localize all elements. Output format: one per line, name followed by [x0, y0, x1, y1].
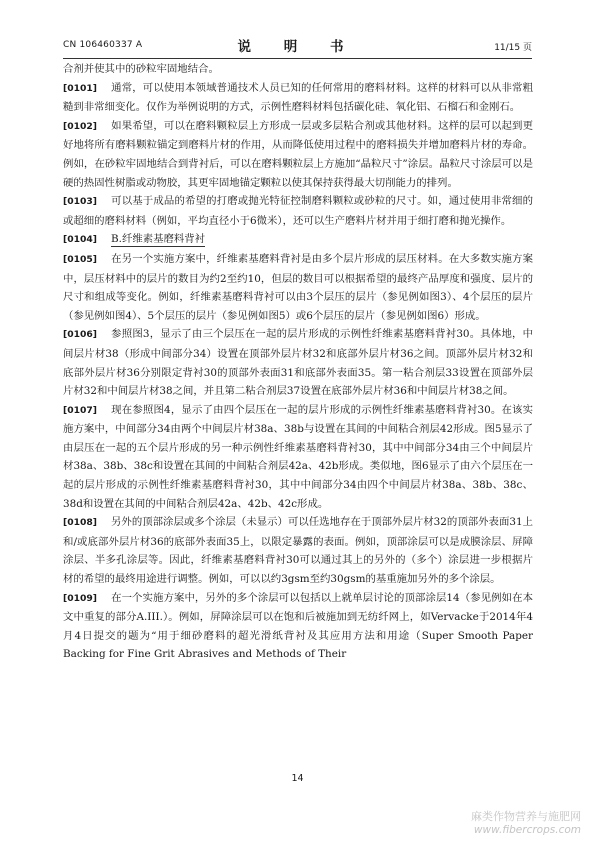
watermark-text: 麻类作物营养与施肥网 [471, 810, 581, 823]
paragraph-text: 现在参照图4，显示了由四个层压在一起的层片形成的示例性纤维素基磨料背衬30。在该实施方案中，中间部分34由两个中间层片材38a、38b与设置在其间的中间粘合剂层42形成。图5显示了由层压在一起的五个层片形成的另一种示例性纤维素基磨料背衬30，其中中间部分34由三个中间层片材38a、38b、38c和设置在其间的中间粘合剂层42a、42b形成。类似地，图6显示了由六个层压在一起的层片形成的示例性纤维素基磨料背衬30，其中中间部分34由四个中间层片材38a、38b、38c、38d和设置在其间的中间粘合剂层42a、42b、42c形成。 [63, 403, 533, 510]
paragraph [63, 589, 533, 664]
body-text [63, 60, 533, 664]
watermark-url: www.fibercrops.com [473, 824, 581, 836]
page-header [63, 34, 532, 56]
section-heading: B.纤维素基磨料背衬 [111, 233, 206, 246]
section-heading-paragraph [63, 230, 533, 250]
document-title: 说 明 书 [237, 39, 358, 55]
paragraph-text: 可以基于成品的希望的打磨或抛光特征控制磨料颗粒或砂粒的尺寸。如，通过使用非常细的或超细的磨料材料（例如，平均直径小于6微米），还可以生产磨料片材并用于细打磨和抛光操作。 [63, 195, 533, 227]
paragraph-text: 在另一个实施方案中，纤维素基磨料背衬是由多个层片形成的层压材料。在大多数实施方案中，层压材料中的层片的数目为约2至约10，但层的数目可以根据希望的最终产品厚度和强度、层片的尺寸和组成等变化。例如，纤维素基磨料背衬可以由3个层压的层片（参见例如图3）、4个层压的层片（参见例如图4）、5个层压的层片（参见例如图5）或6个层压的层片（参见例如图6）形成。 [63, 252, 533, 322]
paragraph-number: [0105] [63, 253, 97, 265]
paragraph [63, 325, 533, 400]
paragraph-number: [0101] [63, 82, 97, 94]
paragraph-number: [0107] [63, 404, 97, 416]
paragraph [63, 250, 533, 325]
paragraph-number: [0102] [63, 120, 97, 132]
paragraph-text: 合剂并使其中的砂粒牢固地结合。 [63, 63, 219, 75]
paragraph-number: [0103] [63, 196, 97, 208]
paragraph-text: 另外的顶部涂层或多个涂层（未显示）可以任选地存在于顶部外层片材32的顶部外表面31上和/或底部外层片材36的底部外表面35上，以限定暴露的表面。例如，顶部涂层可以是成膜涂层、屏障涂层、半多孔涂层等。因此，纤维素基磨料背衬30可以通过其上的另外的（多个）涂层进一步根据片材的希望的最终用途进行调整。例如，可以以约3gsm至约30gsm的基重施加另外的多个涂层。 [63, 516, 533, 586]
publication-number: CN 106460337 A [63, 40, 143, 50]
paragraph [63, 79, 533, 117]
paragraph [63, 117, 533, 192]
paragraph-number: [0109] [63, 592, 97, 604]
watermark [471, 808, 581, 836]
paragraph [63, 60, 533, 79]
paragraph-text: 如果希望，可以在磨料颗粒层上方形成一层或多层粘合剂或其他材料。这样的层可以起到更好地将所有磨料颗粒锚定到磨料片材的作用，从而降低使用过程中的磨料损失并增加磨料片材的寿命。例如，在砂粒牢固地结合到背衬后，可以在磨料颗粒层上方施加“晶粒尺寸”涂层。晶粒尺寸涂层可以是硬的热固性树脂或动物胶，其更牢固地锚定颗粒以使其保持获得最大切削能力的排列。 [63, 119, 533, 189]
page-number: 14 [291, 773, 304, 784]
header-rule [63, 58, 532, 59]
paragraph-number: [0104] [63, 234, 97, 246]
paragraph-text: 在一个实施方案中，另外的多个涂层可以包括以上就单层讨论的顶部涂层14（参见例如在本文中重复的部分A.III.）。例如，屏障涂层可以在饱和后被施加到无纺纤网上，如Vervacke于2014年4月4日提交的题为“用于细砂磨料的超光滑纸背衬及其应用方法和用途（Super Smooth Paper Backing for Fine Grit Abrasives and Methods of Their [63, 591, 533, 661]
paragraph [63, 513, 533, 588]
page-info: 11/15 页 [494, 43, 532, 53]
paragraph-text: 通常，可以使用本领域普通技术人员已知的任何常用的磨料材料。这样的材料可以从非常粗糙到非常细变化。仅作为举例说明的方式，示例性磨料材料包括碳化硅、氧化铝、石榴石和金刚石。 [63, 81, 533, 114]
paragraph-text: 参照图3，显示了由三个层压在一起的层片形成的示例性纤维素基磨料背衬30。具体地，中间层片材38（形成中间部分34）设置在顶部外层片材32和底部外层片材36之间。顶部外层片材32和底部外层片材36分别限定背衬30的顶部外表面31和底部外表面35。第一粘合剂层33设置在顶部外层片材32和中间层片材38之间，并且第二粘合剂层37设置在底部外层片材36和中间层片材38之间。 [63, 328, 533, 398]
paragraph [63, 192, 533, 230]
paragraph-number: [0106] [63, 329, 97, 341]
paragraph [63, 401, 533, 514]
paragraph-number: [0108] [63, 517, 97, 529]
